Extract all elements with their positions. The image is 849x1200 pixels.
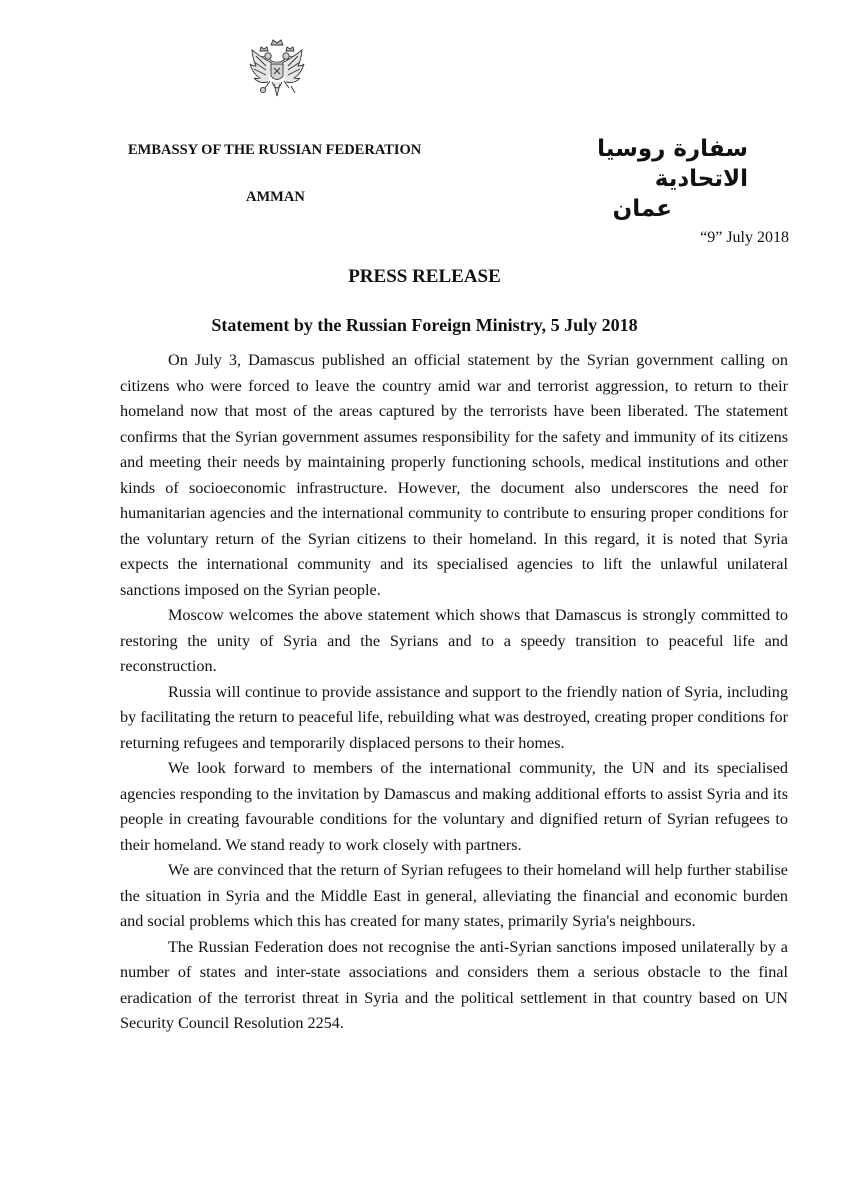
release-date: “9” July 2018 xyxy=(700,229,789,246)
embassy-name-english: EMBASSY OF THE RUSSIAN FEDERATION xyxy=(128,142,422,158)
statement-subtitle: Statement by the Russian Foreign Ministry, 5 July 2018 xyxy=(211,315,638,335)
body-paragraph: We are convinced that the return of Syrian refugees to their homeland will help further stabilise the situation in Syria and the Middle East in general, alleviating the financial and economic burden and social problems which this has created for many states, primarily Syria's neighbours. xyxy=(120,861,788,930)
embassy-header-english xyxy=(128,140,468,207)
body-paragraph: We look forward to members of the international community, the UN and its specialised agencies responding to the invitation by Damascus and making additional efforts to assist Syria and its people in creating favourable conditions for the voluntary and dignified return of Syrian refugees to their homeland. We stand ready to work closely with partners. xyxy=(120,759,788,854)
embassy-city-english: AMMAN xyxy=(246,189,305,205)
body-paragraph: Moscow welcomes the above statement which shows that Damascus is strongly committed to restoring the unity of Syria and the Syrians and to a speedy transition to peaceful life and reconstruction. xyxy=(120,606,788,675)
statement-body xyxy=(120,348,788,1037)
embassy-name-arabic: سفارة روسيا الاتحادية xyxy=(597,136,748,192)
body-paragraph: On July 3, Damascus published an official statement by the Syrian government calling on citizens who were forced to leave the country amid war and terrorist aggression, to return to their homeland now that most of the areas captured by the terrorists have been liberated. The statement confirms that the Syrian government assumes responsibility for the safety and immunity of its citizens and meeting their needs by maintaining properly functioning schools, medical institutions and other kinds of socioeconomic infrastructure. However, the document also underscores the need for humanitarian agencies and the international community to contribute to ensuring proper conditions for the voluntary return of the Syrian citizens to their homeland. In this regard, it is noted that Syria expects the international community and its specialised agencies to lift the unlawful unilateral sanctions imposed on the Syrian people. xyxy=(120,351,788,599)
embassy-city-arabic: عمان xyxy=(612,196,672,222)
coat-of-arms-emblem-icon xyxy=(246,36,308,102)
page-title: PRESS RELEASE xyxy=(348,266,501,287)
body-paragraph: The Russian Federation does not recognise the anti-Syrian sanctions imposed unilaterally by a number of states and inter-state associations and considers them a serious obstacle to the final eradication of the terrorist threat in Syria and the political settlement in that country based on UN Security Council Resolution 2254. xyxy=(120,937,788,1032)
body-paragraph: Russia will continue to provide assistance and support to the friendly nation of Syria, including by facilitating the return to peaceful life, rebuilding what was destroyed, creating proper conditions for returning refugees and temporarily displaced persons to their homes. xyxy=(120,682,788,752)
embassy-header-arabic xyxy=(520,134,748,224)
